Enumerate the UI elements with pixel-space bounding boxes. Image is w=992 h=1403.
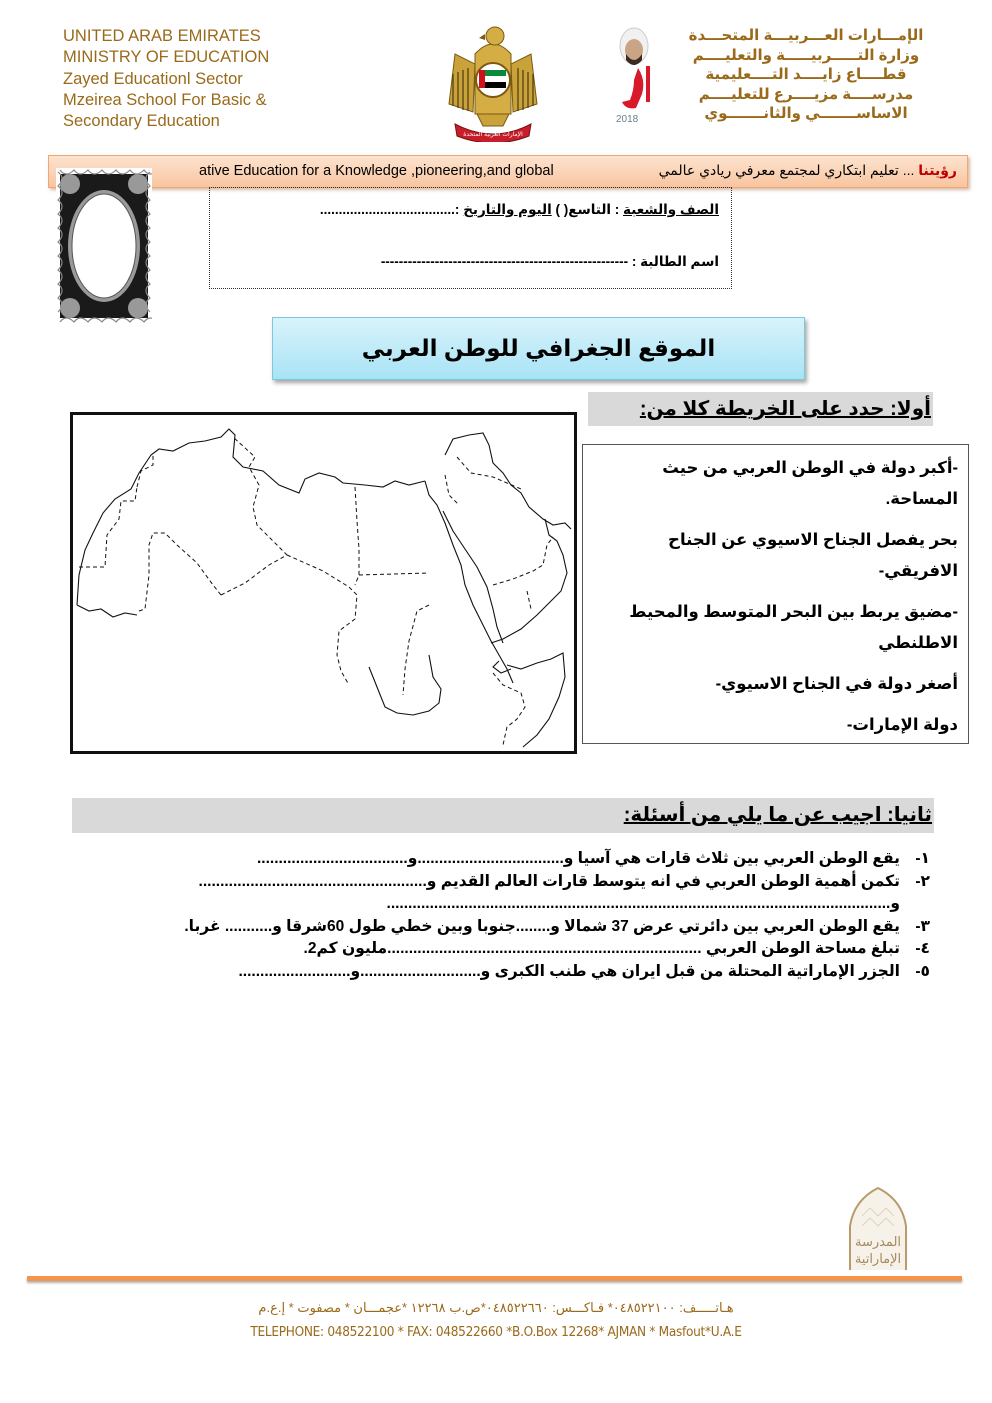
date-label: اليوم والتاريخ: [463, 202, 552, 217]
header-ar-line: مدرســــة مزيــــرع للتعليــــم: [698, 85, 914, 103]
question-number: ٢-: [915, 872, 930, 890]
section1-heading-text: أولا: حدد على الخريطة كلا من:: [639, 398, 931, 420]
header-ar-line: الإمـــارات العـــربيـــة المتحـــدة: [688, 27, 924, 44]
vision-label: رؤيتنا: [918, 162, 957, 178]
map-outline-icon: [73, 415, 574, 751]
vision-arabic-text: ... تعليم ابتكاري لمجتمع معرفي ريادي عالمي: [658, 162, 919, 178]
class-label: الصف والشعبة: [623, 202, 719, 217]
map-item: بحر يفصل الجناح الاسيوي عن الجناح الافريقي-: [668, 531, 958, 580]
question-5[interactable]: [50, 961, 930, 984]
student-name-field[interactable]: -------------------------------------------------------: [380, 254, 629, 269]
header-ar-line: وزارة التـــــربيـــــة والتعليــــم: [692, 46, 920, 64]
question-number: ٤-: [915, 940, 930, 957]
section1-heading: [588, 392, 933, 426]
question-number: ١-: [915, 850, 930, 867]
footer-contact-english: TELEPHONE: 048522100 * FAX: 048522660 *B.O.Box 12268* AJMAN * Masfout*U.A.E: [250, 1324, 742, 1340]
student-name-row: [381, 254, 719, 270]
question-2[interactable]: [50, 871, 930, 894]
question-2-continuation[interactable]: و.....................................................................................................................: [386, 895, 900, 912]
question-number: ٥-: [915, 962, 930, 980]
map-item: -أكبر دولة في الوطن العربي من حيث المساحة.: [662, 459, 958, 508]
header-en-line: Mzeirea School For Basic &: [63, 90, 267, 109]
svg-text:الإمارات العربية المتحدة: الإمارات العربية المتحدة: [463, 131, 523, 138]
footer-contact-arabic: هـاتـــــف: ٠٤٨٥٢٢١٠٠* فـاكـــس: ٠٤٨٥٢٢٦٦٠*ص.ب ١٢٢٦٨ *عجمـــان * مصفوت * إ.ع.م: [258, 1300, 734, 1315]
worksheet-title: الموقع الجغرافي للوطن العربي: [361, 335, 716, 361]
student-info-box: [209, 187, 732, 289]
questions-list: [50, 848, 930, 983]
question-text: يقع الوطن العربي بين ثلاث قارات هي آسيا و..................................و...................................: [256, 850, 900, 867]
emirati-school-logo-icon: [846, 1186, 910, 1270]
header-english-block: [63, 26, 363, 132]
question-3[interactable]: [50, 916, 930, 939]
student-name-label: اسم الطالبة :: [628, 254, 719, 269]
question-text: تبلغ مساحة الوطن العربي .........................................................................مليون كم2.: [303, 940, 900, 957]
section2-heading: [72, 798, 934, 833]
class-date-row: [320, 202, 719, 218]
header-ar-line: قطــــاع زايــــد التــــعليمية: [705, 66, 907, 83]
vision-english-text: ative Education for a Knowledge ,pioneering,and global: [199, 163, 554, 179]
header-en-line: MINISTRY OF EDUCATION: [63, 48, 270, 67]
worksheet-title-box: [272, 317, 805, 380]
vision-arabic: [659, 162, 957, 179]
school-logo-line2: الإماراتية: [854, 1252, 902, 1267]
question-4[interactable]: [50, 938, 930, 961]
arab-world-map[interactable]: [70, 412, 577, 754]
class-field[interactable]: : التاسع( ): [551, 202, 624, 217]
header-en-line: Zayed Educationl Sector: [63, 69, 243, 88]
question-number: ٣-: [915, 917, 930, 935]
map-item: أصغر دولة في الجناح الاسيوي-: [715, 675, 958, 693]
header-ar-line: الاساســـــــي والثانـــــــوي: [704, 105, 908, 122]
question-text: تكمن أهمية الوطن العربي في انه يتوسط قارات العالم القديم و.....................................................: [198, 872, 900, 890]
vision-banner: [48, 155, 968, 188]
school-logo-line1: المدرسة: [854, 1235, 902, 1250]
question-1[interactable]: [50, 848, 930, 871]
question-text: يقع الوطن العربي بين دائرتي عرض 37 شمالا و........جنوبا وبين خطي طول 60شرقا و........... غربا.: [184, 917, 900, 935]
map-items-box: [582, 444, 969, 744]
question-text: الجزر الإماراتية المحتلة من قبل ايران هي طنب الكبرى و............................و..........................: [238, 962, 900, 980]
footer-divider: [27, 1276, 962, 1281]
header-en-line: Secondary Education: [63, 112, 220, 131]
ornamental-frame-icon: [56, 168, 152, 324]
uae-emblem-icon: [445, 24, 541, 142]
zayed-year: 2018: [616, 114, 639, 125]
header-arabic-block: [686, 26, 926, 124]
year-of-zayed-logo: [612, 24, 662, 128]
header-en-line: UNITED ARAB EMIRATES: [63, 27, 261, 45]
date-field[interactable]: :....................................: [319, 202, 464, 217]
map-item: دولة الإمارات-: [846, 716, 958, 734]
map-item: -مضيق يربط بين البحر المتوسط والمحيط الاطلنطي: [629, 603, 958, 652]
section2-heading-text: ثانيا: اجيب عن ما يلي من أسئلة:: [623, 804, 932, 826]
